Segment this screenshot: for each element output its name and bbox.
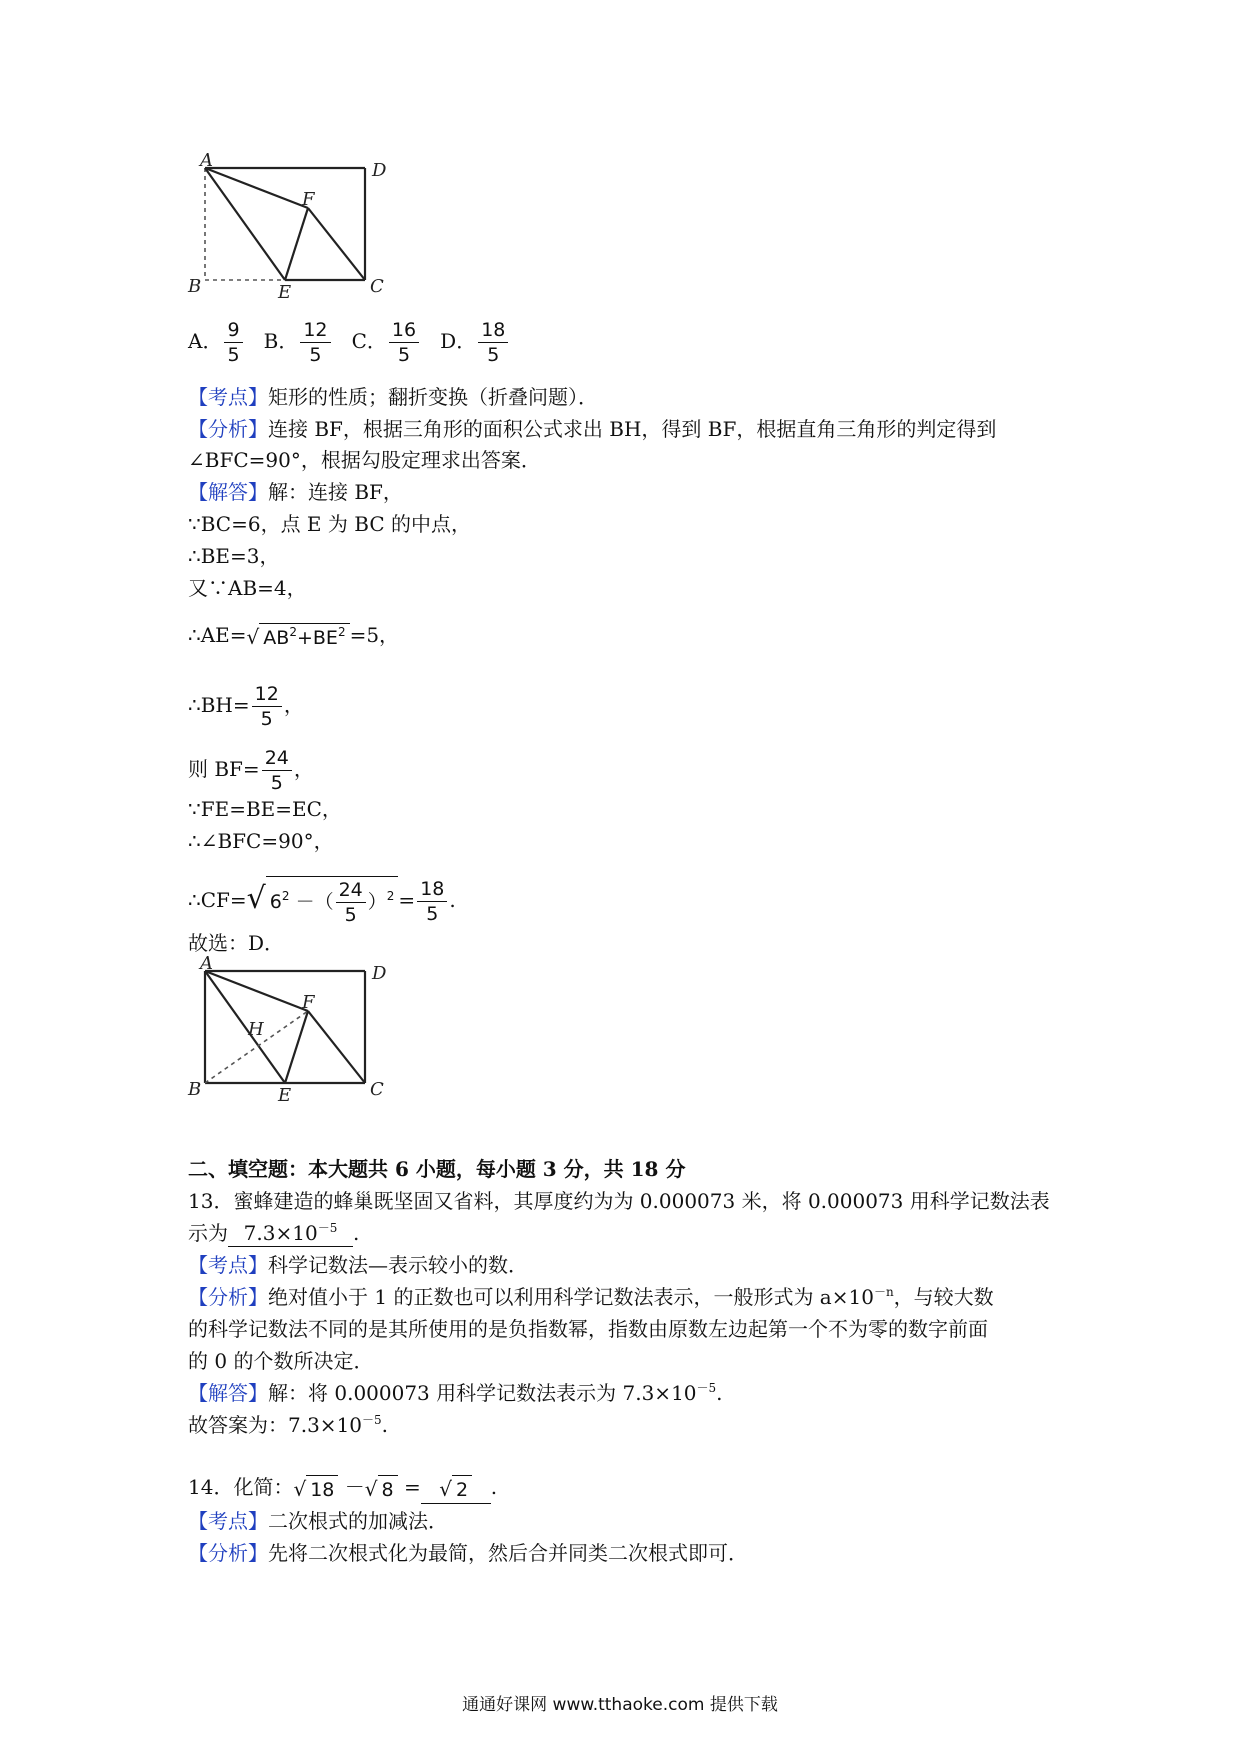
q12-answer: 故选：D． [188, 931, 285, 955]
q12-fenxi-1: 【分析】连接 BF，根据三角形的面积公式求出 BH，得到 BF，根据直角三角形的判定得到 [188, 417, 997, 441]
q12-step-4: ∴AE=√ $AB^2+BE^2 =5$， [188, 623, 400, 649]
q14-fenxi: 【分析】先将二次根式化为最简，然后合并同类二次根式即可． [188, 1541, 748, 1565]
q14-question: 14．化简：√ 18 －√ 8 = √ 2 . [188, 1474, 497, 1504]
q12-step-2: ∴BE=3， [188, 544, 280, 568]
q12-step-7: ∵FE=BE=EC， [188, 797, 342, 821]
label-H: H [248, 1019, 264, 1040]
label-D: D [372, 160, 387, 181]
q14-kaodian: 【考点】二次根式的加减法． [188, 1509, 448, 1533]
figure-rectangle-1 [180, 150, 390, 300]
label-C: C [370, 1079, 384, 1100]
q12-fenxi-2: ∠BFC=90°，根据勾股定理求出答案． [188, 448, 541, 472]
q13-fenxi-1: 【分析】绝对值小于 1 的正数也可以利用科学记数法表示，一般形式为 $a\times 10^{-n}$，与较大数 [188, 1285, 994, 1309]
q12-step-6: 则 BF= $\frac{24}{5}$ ， [188, 747, 314, 794]
label-E: E [278, 1085, 292, 1103]
label-E: E [278, 282, 292, 300]
q13-fenxi-3: 的 0 的个数所决定． [188, 1349, 374, 1373]
q13-answer: 故答案为：$7.3\times 10^{-5}$. [188, 1413, 389, 1437]
q13-line-2: 示为 $7.3\times 10^{-5}$ . [188, 1221, 360, 1245]
label-C: C [370, 276, 384, 297]
q13-line-1: 13．蜜蜂建造的蜂巢既坚固又省料，其厚度约为为 0.000073 米，将 0.000073 用科学记数法表 [188, 1189, 1050, 1213]
label-F: F [302, 189, 315, 210]
answer-options: A． $\frac{9}{5}$ B． $\frac{12}{5}$ C． $\frac{16}{5}$ D． $\frac{18}{5}$ [188, 318, 510, 367]
q13-kaodian: 【考点】科学记数法—表示较小的数． [188, 1253, 528, 1277]
section-heading: 二、填空题：本大题共 6 小题，每小题 3 分，共 18 分 [188, 1157, 686, 1181]
figure-rectangle-2 [180, 953, 390, 1103]
page-footer: 通通好课网 www.tthaoke.com 提供下载 [462, 1695, 778, 1715]
q12-kaodian: 【考点】矩形的性质；翻折变换（折叠问题）． [188, 385, 598, 409]
label-B: B [188, 1079, 202, 1100]
q12-step-3: 又∵AB=4， [188, 576, 307, 600]
q13-fenxi-2: 的科学记数法不同的是其所使用的是负指数幂，指数由原数左边起第一个不为零的数字前面 [188, 1317, 988, 1341]
label-A: A [200, 150, 213, 171]
label-F: F [302, 992, 315, 1013]
q12-step-1: ∵BC=6，点 E 为 BC 的中点， [188, 512, 471, 536]
q12-step-5: ∴BH= $\frac{12}{5}$ ， [188, 683, 304, 730]
label-B: B [188, 276, 202, 297]
q12-jieda: 【解答】解：连接 BF， [188, 480, 403, 504]
q12-step-9: ∴CF=√ $6^2$ －（ $\frac{24}{5}$ ）$^2$ = $\frac{18}{5}$ . [188, 878, 456, 926]
q12-step-8: ∴∠BFC=90°， [188, 829, 334, 853]
label-D: D [372, 963, 387, 984]
q13-jieda: 【解答】解：将 0.000073 用科学记数法表示为 $7.3\times 10^{-5}$. [188, 1381, 723, 1405]
label-A: A [200, 953, 213, 974]
